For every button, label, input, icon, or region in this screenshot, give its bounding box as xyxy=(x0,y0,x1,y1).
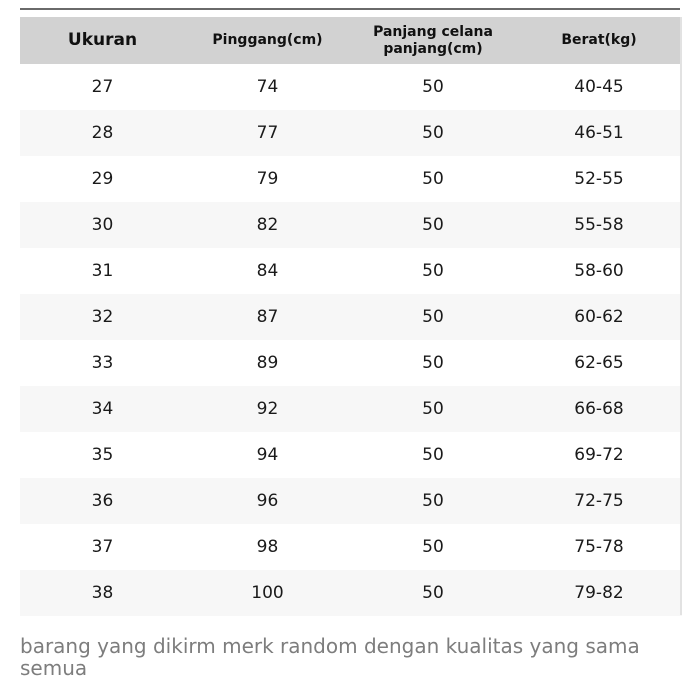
table-row xyxy=(20,64,682,110)
header-pinggang: Pinggang(cm) xyxy=(185,17,350,64)
cell-panjang-celana: 50 xyxy=(350,248,516,294)
table-header-row xyxy=(20,17,682,64)
table-row xyxy=(20,478,682,524)
header-ukuran: Ukuran xyxy=(20,17,185,64)
cell-panjang-celana: 50 xyxy=(350,524,516,570)
cell-berat: 75-78 xyxy=(516,524,682,570)
cell-pinggang: 96 xyxy=(185,478,350,524)
table-row xyxy=(20,202,682,248)
cell-ukuran: 30 xyxy=(20,202,185,248)
table-row xyxy=(20,570,682,616)
cell-panjang-celana: 50 xyxy=(350,64,516,110)
cell-ukuran: 28 xyxy=(20,110,185,156)
cell-ukuran: 31 xyxy=(20,248,185,294)
table-row xyxy=(20,110,682,156)
cell-panjang-celana: 50 xyxy=(350,386,516,432)
cell-berat: 72-75 xyxy=(516,478,682,524)
cell-berat: 66-68 xyxy=(516,386,682,432)
cell-pinggang: 84 xyxy=(185,248,350,294)
cell-ukuran: 38 xyxy=(20,570,185,616)
table-row xyxy=(20,248,682,294)
cell-panjang-celana: 50 xyxy=(350,156,516,202)
header-panjang-celana-text: Panjang celana panjang(cm) xyxy=(373,23,493,57)
cell-panjang-celana: 50 xyxy=(350,432,516,478)
cell-pinggang: 77 xyxy=(185,110,350,156)
cell-berat: 79-82 xyxy=(516,570,682,616)
cell-berat: 69-72 xyxy=(516,432,682,478)
cell-pinggang: 87 xyxy=(185,294,350,340)
product-note: barang yang dikirm merk random dengan kualitas yang sama semua xyxy=(20,634,640,680)
cell-pinggang: 74 xyxy=(185,64,350,110)
cell-ukuran: 37 xyxy=(20,524,185,570)
cell-pinggang: 82 xyxy=(185,202,350,248)
cell-panjang-celana: 50 xyxy=(350,478,516,524)
cell-pinggang: 79 xyxy=(185,156,350,202)
header-panjang-celana xyxy=(350,17,516,64)
cell-berat: 52-55 xyxy=(516,156,682,202)
cell-pinggang: 92 xyxy=(185,386,350,432)
cell-berat: 55-58 xyxy=(516,202,682,248)
cell-berat: 60-62 xyxy=(516,294,682,340)
table-row xyxy=(20,156,682,202)
cell-pinggang: 89 xyxy=(185,340,350,386)
cell-ukuran: 29 xyxy=(20,156,185,202)
cell-ukuran: 34 xyxy=(20,386,185,432)
header-berat: Berat(kg) xyxy=(516,17,682,64)
cell-berat: 46-51 xyxy=(516,110,682,156)
cell-ukuran: 33 xyxy=(20,340,185,386)
table-row xyxy=(20,432,682,478)
table-row xyxy=(20,386,682,432)
table-row xyxy=(20,340,682,386)
cell-berat: 58-60 xyxy=(516,248,682,294)
cell-ukuran: 36 xyxy=(20,478,185,524)
cell-pinggang: 98 xyxy=(185,524,350,570)
cell-ukuran: 35 xyxy=(20,432,185,478)
table-row xyxy=(20,294,682,340)
top-divider xyxy=(20,8,680,10)
table-row xyxy=(20,524,682,570)
cell-panjang-celana: 50 xyxy=(350,340,516,386)
cell-pinggang: 100 xyxy=(185,570,350,616)
cell-panjang-celana: 50 xyxy=(350,294,516,340)
cell-berat: 40-45 xyxy=(516,64,682,110)
cell-berat: 62-65 xyxy=(516,340,682,386)
cell-ukuran: 32 xyxy=(20,294,185,340)
cell-ukuran: 27 xyxy=(20,64,185,110)
size-chart-table xyxy=(20,17,682,616)
cell-panjang-celana: 50 xyxy=(350,570,516,616)
table-body xyxy=(20,64,682,616)
cell-panjang-celana: 50 xyxy=(350,202,516,248)
cell-pinggang: 94 xyxy=(185,432,350,478)
table-right-edge xyxy=(680,17,682,615)
cell-panjang-celana: 50 xyxy=(350,110,516,156)
